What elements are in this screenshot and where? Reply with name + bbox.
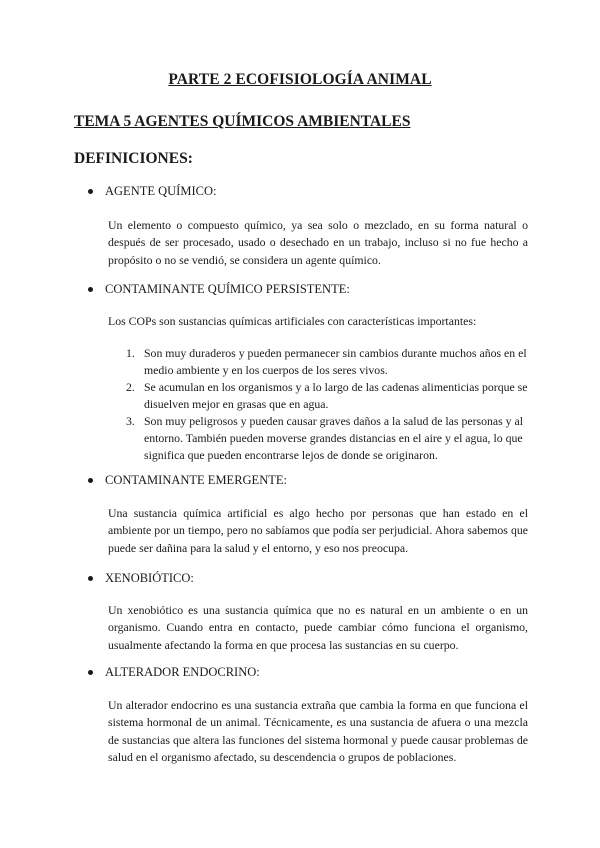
bullet-alterador-endocrino: [88, 664, 260, 680]
bullet-contaminante-emergente: [88, 472, 287, 488]
bullet-contaminante-persistente: [88, 281, 350, 297]
definition-paragraph: Un elemento o compuesto químico, ya sea solo o mezclado, en su forma natural o después de ser procesado, usado o desechado en un trabajo, incluso si no fue hecho a propósito o no se vendió, se considera un agente químico.: [108, 218, 528, 267]
section-heading: XENOBIÓTICO:: [105, 571, 194, 585]
bullet-xenobiotico: [88, 570, 194, 586]
definition-paragraph: Un alterador endocrino es una sustancia extraña que cambia la forma en que funciona el sistema hormonal de un animal. Técnicamente, es una sustancia de afuera o una mezcla de sustancias que altera las funciones del sistema hormonal y puede causar problemas de salud en el organismo afectado, su descendencia o grupos de poblaciones.: [108, 698, 528, 765]
bullet-dot-icon: [88, 287, 93, 292]
section-heading: AGENTE QUÍMICO:: [105, 184, 217, 198]
definition-paragraph: Un xenobiótico es una sustancia química que no es natural en un ambiente o en un organismo. Cuando entra en contacto, puede cambiar cómo funciona el organismo, usualmente afectando la forma en que procesa las sustancias en su cuerpo.: [108, 603, 528, 652]
bullet-dot-icon: [88, 576, 93, 581]
bullet-dot-icon: [88, 189, 93, 194]
bullet-dot-icon: [88, 670, 93, 675]
list-item: 3. Son muy peligrosos y pueden causar graves daños a la salud de las personas y al entorno. También pueden moverse grandes distancias en el aire y el agua, lo que significa que pueden encontrarse lejos de donde se originaron.: [126, 414, 524, 462]
section-heading: CONTAMINANTE EMERGENTE:: [105, 473, 287, 487]
part-title: PARTE 2 ECOFISIOLOGÍA ANIMAL: [168, 71, 432, 88]
definitions-title: DEFINICIONES:: [74, 150, 193, 167]
definition-paragraph: Una sustancia química artificial es algo hecho por personas que han estado en el ambiente por un tiempo, pero no sabíamos que podía ser perjudicial. Ahora sabemos que puede ser dañina para la salud y el entorno, y eso nos preocupa.: [108, 506, 528, 555]
section-heading: ALTERADOR ENDOCRINO:: [105, 665, 260, 679]
cops-characteristics-list: [122, 345, 530, 464]
tema-title: TEMA 5 AGENTES QUÍMICOS AMBIENTALES: [74, 113, 411, 130]
list-item: 1. Son muy duraderos y pueden permanecer sin cambios durante muchos años en el medio ambiente y en los cuerpos de los seres vivos.: [126, 346, 527, 377]
section-heading: CONTAMINANTE QUÍMICO PERSISTENTE:: [105, 282, 350, 296]
bullet-agente-quimico: [88, 183, 216, 199]
bullet-dot-icon: [88, 478, 93, 483]
definition-paragraph: Los COPs son sustancias químicas artificiales con características importantes:: [108, 314, 477, 328]
list-item: 2. Se acumulan en los organismos y a lo largo de las cadenas alimenticias porque se disuelven mejor en grasas que en agua.: [126, 380, 528, 411]
